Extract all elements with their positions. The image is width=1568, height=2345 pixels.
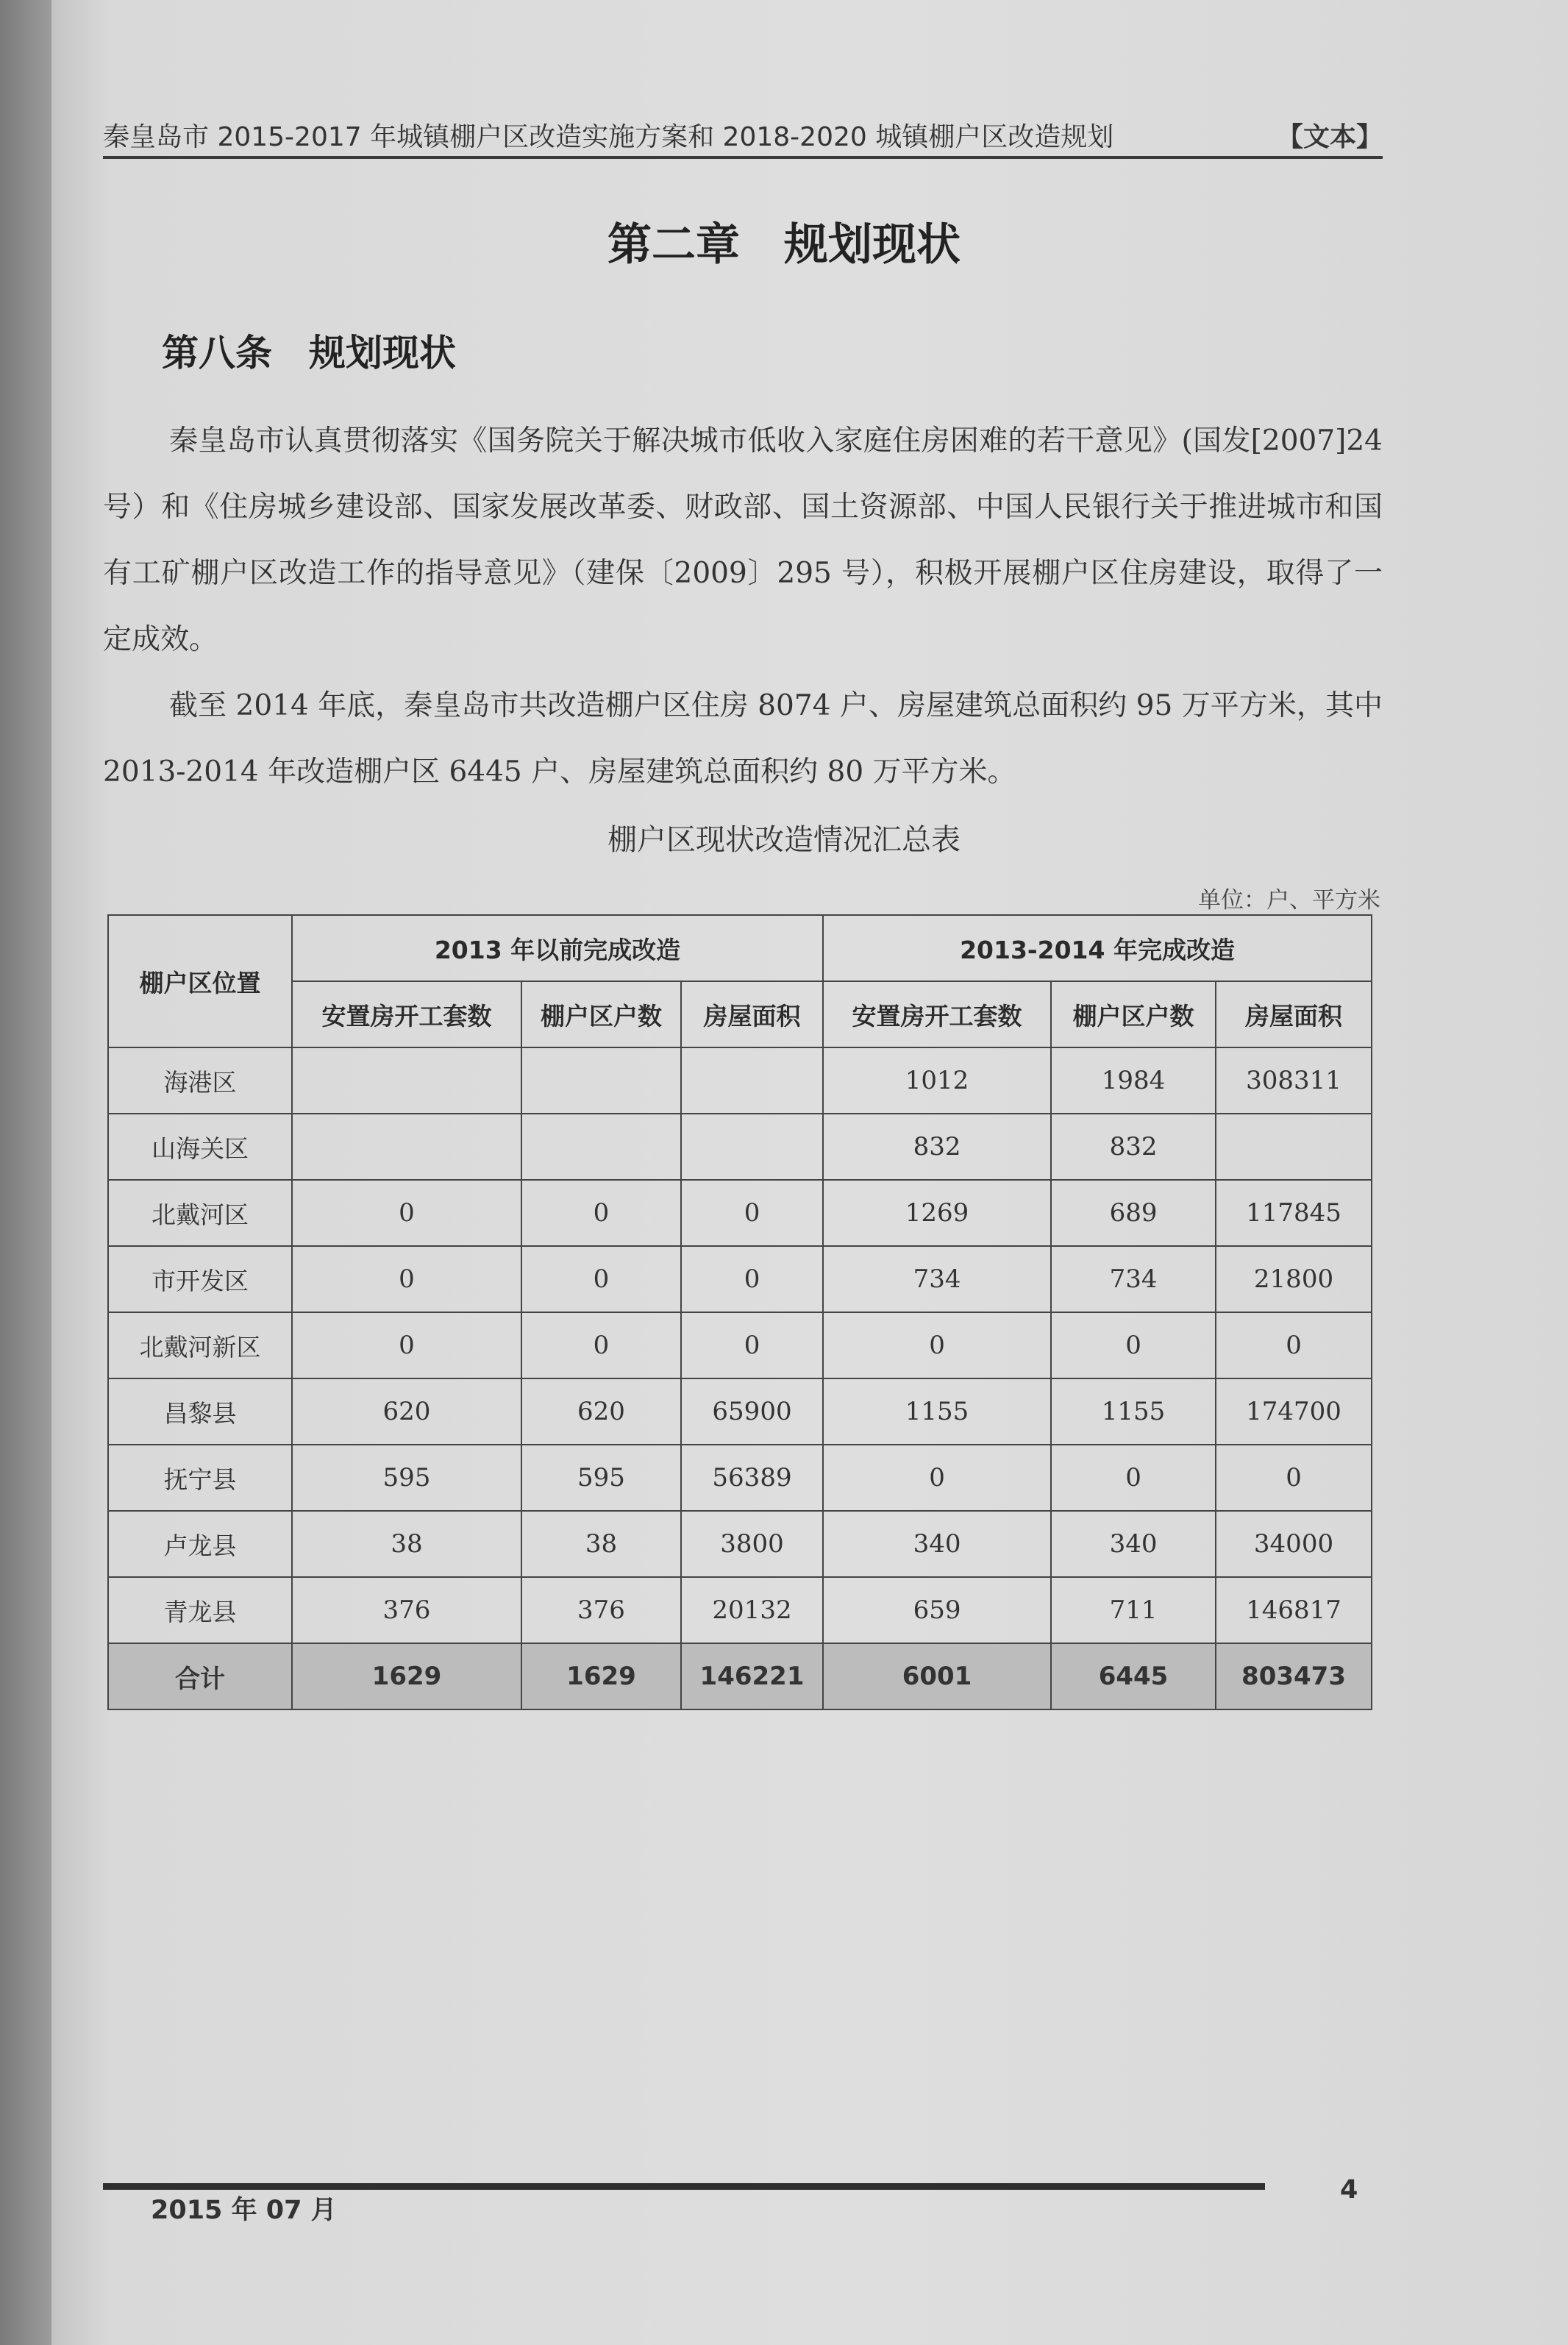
table-cell: 620 xyxy=(292,1378,521,1445)
table-cell: 117845 xyxy=(1216,1180,1372,1246)
document-title: 秦皇岛市 2015-2017 年城镇棚户区改造实施方案和 2018-2020 城镇棚户区改造规划 xyxy=(103,122,1114,152)
table-cell: 1012 xyxy=(823,1047,1051,1114)
table-cell-region: 海港区 xyxy=(108,1047,292,1114)
table-cell xyxy=(292,1114,521,1180)
table-row xyxy=(108,1511,1372,1577)
table-cell: 711 xyxy=(1051,1577,1216,1643)
table-cell xyxy=(521,1047,681,1114)
table-cell-total: 803473 xyxy=(1216,1643,1372,1709)
table-cell-region: 山海关区 xyxy=(108,1114,292,1180)
column-header: 安置房开工套数 xyxy=(292,981,521,1047)
column-header: 房屋面积 xyxy=(681,981,823,1047)
table-cell: 689 xyxy=(1051,1180,1216,1246)
running-header xyxy=(103,110,1383,154)
table-caption: 棚户区现状改造情况汇总表 xyxy=(607,823,961,857)
table-cell: 340 xyxy=(1051,1511,1216,1577)
table-cell: 595 xyxy=(292,1445,521,1511)
table-cell: 20132 xyxy=(681,1577,823,1643)
table-cell: 1155 xyxy=(823,1378,1051,1445)
column-header: 房屋面积 xyxy=(1216,981,1372,1047)
footer-date: 2015 年 07 月 xyxy=(151,2196,337,2225)
table-cell: 0 xyxy=(823,1445,1051,1511)
table-cell: 0 xyxy=(681,1246,823,1312)
table-cell: 0 xyxy=(681,1312,823,1378)
table-row xyxy=(108,1246,1372,1312)
table-cell-region: 北戴河区 xyxy=(108,1180,292,1246)
table-cell: 0 xyxy=(1216,1445,1372,1511)
table-cell: 595 xyxy=(521,1445,681,1511)
table-cell-total: 146221 xyxy=(681,1643,823,1709)
table-cell: 0 xyxy=(521,1312,681,1378)
table-cell xyxy=(521,1114,681,1180)
table-row xyxy=(108,1445,1372,1511)
table-cell: 832 xyxy=(1051,1114,1216,1180)
table-total-row xyxy=(108,1643,1372,1709)
table-cell: 34000 xyxy=(1216,1511,1372,1577)
book-spine-shadow xyxy=(0,0,51,2345)
table-cell-region: 青龙县 xyxy=(108,1577,292,1643)
table-cell: 1269 xyxy=(823,1180,1051,1246)
table-cell: 0 xyxy=(292,1246,521,1312)
table-unit-note: 单位：户、平方米 xyxy=(1198,887,1380,914)
paragraph-1: 秦皇岛市认真贯彻落实《国务院关于解决城市低收入家庭住房困难的若干意见》(国发[2007]24 号）和《住房城乡建设部、国家发展改革委、财政部、国土资源部、中国人民银行关于推进城市和国有工矿棚户区改造工作的指导意见》（建保〔2009〕295 号），积极开展棚户区住房建设，取得了一定成效。 xyxy=(103,424,1383,656)
table-cell-total: 1629 xyxy=(292,1643,521,1709)
column-header: 安置房开工套数 xyxy=(823,981,1051,1047)
column-header: 棚户区户数 xyxy=(521,981,681,1047)
table-cell-total: 6445 xyxy=(1051,1643,1216,1709)
location-header: 棚户区位置 xyxy=(108,915,292,1047)
table-row xyxy=(108,1312,1372,1378)
document-tag: 【文本】 xyxy=(1276,122,1383,152)
table-cell: 832 xyxy=(823,1114,1051,1180)
chapter-title: 第二章 规划现状 xyxy=(607,219,961,271)
table-cell: 0 xyxy=(1216,1312,1372,1378)
table-cell: 734 xyxy=(1051,1246,1216,1312)
table-row xyxy=(108,1577,1372,1643)
summary-table xyxy=(107,914,1372,1710)
table-cell: 56389 xyxy=(681,1445,823,1511)
footer-rule xyxy=(103,2183,1265,2190)
table-cell: 376 xyxy=(292,1577,521,1643)
table-cell: 376 xyxy=(521,1577,681,1643)
table-cell: 340 xyxy=(823,1511,1051,1577)
table-cell-region: 昌黎县 xyxy=(108,1378,292,1445)
table-cell: 1155 xyxy=(1051,1378,1216,1445)
table-cell: 65900 xyxy=(681,1378,823,1445)
table-cell: 734 xyxy=(823,1246,1051,1312)
group-header-before-2013: 2013 年以前完成改造 xyxy=(292,915,823,981)
table-cell xyxy=(1216,1114,1372,1180)
group-header-2013-2014: 2013-2014 年完成改造 xyxy=(823,915,1372,981)
table-cell-total: 6001 xyxy=(823,1643,1051,1709)
table-cell: 659 xyxy=(823,1577,1051,1643)
table-cell: 21800 xyxy=(1216,1246,1372,1312)
table-row xyxy=(108,1378,1372,1445)
table-cell: 1984 xyxy=(1051,1047,1216,1114)
table-cell-region: 北戴河新区 xyxy=(108,1312,292,1378)
header-rule xyxy=(103,156,1383,159)
table-row xyxy=(108,1047,1372,1114)
table-cell-region: 抚宁县 xyxy=(108,1445,292,1511)
table-cell xyxy=(681,1047,823,1114)
table-cell: 3800 xyxy=(681,1511,823,1577)
table-cell-region: 卢龙县 xyxy=(108,1511,292,1577)
table-cell: 0 xyxy=(292,1312,521,1378)
table-cell xyxy=(681,1114,823,1180)
table-cell: 38 xyxy=(292,1511,521,1577)
table-cell: 620 xyxy=(521,1378,681,1445)
table-cell: 0 xyxy=(1051,1445,1216,1511)
table-cell: 308311 xyxy=(1216,1047,1372,1114)
table-cell-region: 市开发区 xyxy=(108,1246,292,1312)
table-cell: 38 xyxy=(521,1511,681,1577)
page-number: 4 xyxy=(1340,2175,1358,2205)
table-cell: 0 xyxy=(1051,1312,1216,1378)
table-cell: 174700 xyxy=(1216,1378,1372,1445)
table-cell: 0 xyxy=(521,1180,681,1246)
table-cell-total-label: 合计 xyxy=(108,1643,292,1709)
column-header: 棚户区户数 xyxy=(1051,981,1216,1047)
table-cell-total: 1629 xyxy=(521,1643,681,1709)
table-cell: 0 xyxy=(823,1312,1051,1378)
table-cell: 0 xyxy=(681,1180,823,1246)
table-row xyxy=(108,1180,1372,1246)
table-cell xyxy=(292,1047,521,1114)
table-cell: 0 xyxy=(292,1180,521,1246)
table-row xyxy=(108,1114,1372,1180)
paragraph-2: 截至 2014 年底，秦皇岛市共改造棚户区住房 8074 户、房屋建筑总面积约 95 万平方米，其中 2013-2014 年改造棚户区 6445 户、房屋建筑总面积约 80 万平方米。 xyxy=(103,689,1383,789)
section-title: 第八条 规划现状 xyxy=(162,332,456,374)
table-cell: 0 xyxy=(521,1246,681,1312)
table-cell: 146817 xyxy=(1216,1577,1372,1643)
